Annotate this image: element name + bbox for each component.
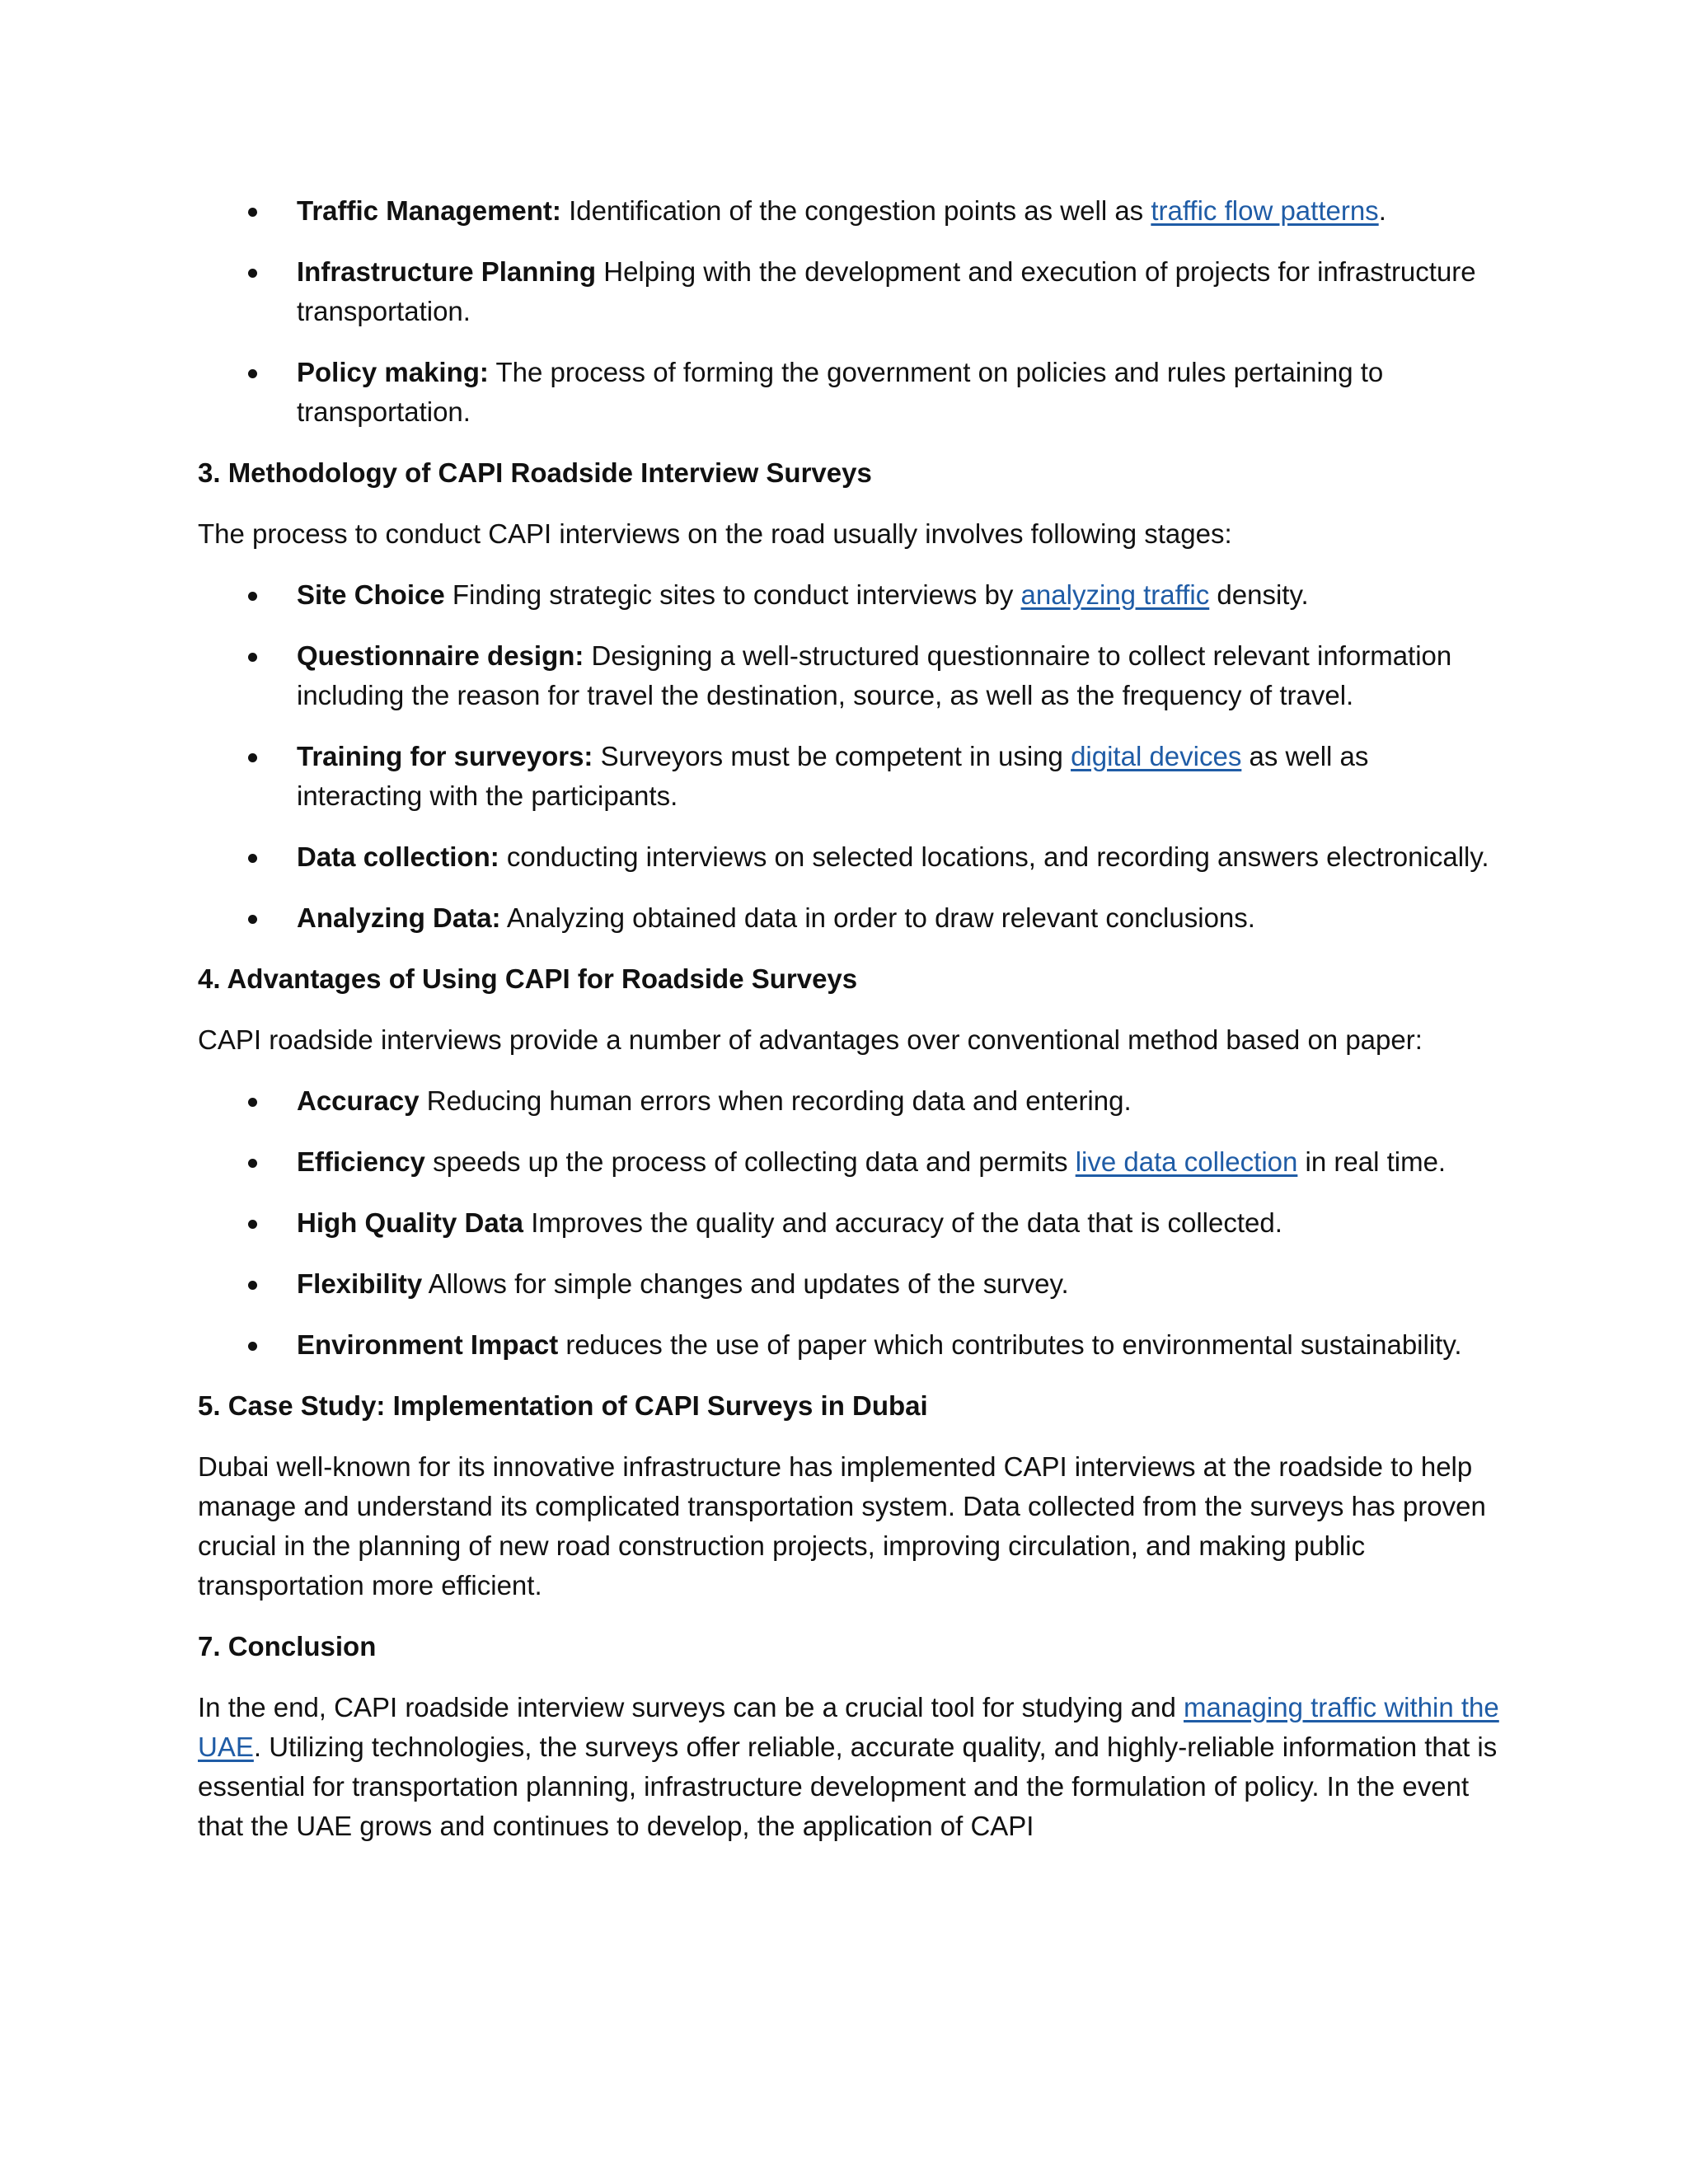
bullet-text-end: in real time. xyxy=(1297,1146,1447,1177)
list-item xyxy=(198,636,1500,715)
analyzing-traffic-link[interactable]: analyzing traffic xyxy=(1020,579,1210,610)
bullet-term: Accuracy xyxy=(297,1085,420,1116)
bullet-term: Policy making: xyxy=(297,357,489,387)
list-item xyxy=(198,1264,1500,1304)
list-item xyxy=(198,252,1500,331)
bullet-text: Analyzing obtained data in order to draw relevant conclusions. xyxy=(500,902,1255,933)
section-5-body: Dubai well-known for its innovative infrastructure has implemented CAPI interviews at the roadside to help manage and understand its complicated transportation system. Data collected from the surveys has proven crucial in the planning of new road construction projects, improving circulation, and making public transportation more efficient. xyxy=(198,1451,1486,1601)
bullet-text-end: as well as interacting with the participants. xyxy=(297,741,1369,811)
bullet-term: Questionnaire design: xyxy=(297,640,584,671)
section-3-heading: 3. Methodology of CAPI Roadside Interview Surveys xyxy=(198,457,872,488)
bullet-term: High Quality Data xyxy=(297,1207,524,1238)
managing-traffic-link[interactable]: managing traffic within the UAE xyxy=(198,1692,1499,1762)
bullet-text: The process of forming the government on policies and rules pertaining to transportation. xyxy=(297,357,1384,427)
bullet-term: Data collection: xyxy=(297,841,499,872)
bullet-text: reduces the use of paper which contributes to environmental sustainability. xyxy=(558,1329,1462,1360)
bullet-icon xyxy=(248,753,257,762)
live-data-collection-link[interactable]: live data collection xyxy=(1075,1146,1298,1177)
bullet-text: Allows for simple changes and updates of the survey. xyxy=(422,1268,1069,1299)
section-3-bullet-list xyxy=(198,575,1500,938)
list-item xyxy=(198,737,1500,816)
bullet-text: Surveyors must be competent in using xyxy=(593,741,1071,771)
list-item xyxy=(198,1142,1500,1182)
section-4-heading: 4. Advantages of Using CAPI for Roadside Surveys xyxy=(198,963,858,994)
bullet-term: Training for surveyors: xyxy=(297,741,593,771)
traffic-flow-patterns-link[interactable]: traffic flow patterns xyxy=(1151,195,1379,226)
bullet-icon xyxy=(248,915,257,924)
bullet-term: Site Choice xyxy=(297,579,445,610)
list-item xyxy=(198,1325,1500,1365)
list-item xyxy=(198,1081,1500,1121)
bullet-icon xyxy=(248,854,257,863)
bullet-text: Identification of the congestion points as well as xyxy=(560,195,1151,226)
section-3-intro: The process to conduct CAPI interviews on the road usually involves following stages: xyxy=(198,518,1232,549)
list-item xyxy=(198,837,1500,877)
bullet-icon xyxy=(248,1159,257,1168)
bullet-icon xyxy=(248,208,257,217)
conclusion-text: In the end, CAPI roadside interview surveys can be a crucial tool for studying and xyxy=(198,1692,1184,1722)
bullet-text: Reducing human errors when recording data and entering. xyxy=(419,1085,1132,1116)
digital-devices-link[interactable]: digital devices xyxy=(1071,741,1242,771)
list-item xyxy=(198,353,1500,432)
list-item xyxy=(198,1203,1500,1243)
bullet-term: Environment Impact xyxy=(297,1329,559,1360)
bullet-term: Analyzing Data: xyxy=(297,902,501,933)
document-page xyxy=(198,191,1500,1868)
bullet-icon xyxy=(248,369,257,378)
list-item xyxy=(198,575,1500,615)
list-item xyxy=(198,191,1500,231)
list-item xyxy=(198,898,1500,938)
section-4-intro: CAPI roadside interviews provide a number of advantages over conventional method based on paper: xyxy=(198,1024,1423,1055)
section-4-bullet-list xyxy=(198,1081,1500,1365)
bullet-text: conducting interviews on selected locations, and recording answers electronically. xyxy=(499,841,1489,872)
bullet-icon xyxy=(248,653,257,662)
bullet-icon xyxy=(248,1220,257,1229)
bullet-text: Finding strategic sites to conduct interviews by xyxy=(444,579,1021,610)
section-7-body xyxy=(198,1688,1500,1846)
bullet-text-end: . xyxy=(1378,195,1386,226)
bullet-text-end: density. xyxy=(1209,579,1309,610)
bullet-text: Helping with the development and execution of projects for infrastructure transportation. xyxy=(297,256,1476,326)
section-7-heading: 7. Conclusion xyxy=(198,1631,377,1661)
bullet-icon xyxy=(248,269,257,278)
section-5-heading: 5. Case Study: Implementation of CAPI Surveys in Dubai xyxy=(198,1390,928,1421)
bullet-term: Traffic Management: xyxy=(297,195,561,226)
bullet-term: Efficiency xyxy=(297,1146,425,1177)
bullet-text: speeds up the process of collecting data and permits xyxy=(424,1146,1076,1177)
bullet-icon xyxy=(248,1342,257,1351)
bullet-term: Flexibility xyxy=(297,1268,423,1299)
bullet-text: Designing a well-structured questionnaire to collect relevant information including the reason for travel the destination, source, as well as the frequency of travel. xyxy=(297,640,1452,710)
conclusion-text-end: . Utilizing technologies, the surveys offer reliable, accurate quality, and highly-reliable information that is essential for transportation planning, infrastructure development and the formulation of policy. In the event that the UAE grows and continues to develop, the application of CAPI xyxy=(198,1732,1498,1841)
bullet-icon xyxy=(248,1281,257,1290)
bullet-text: Improves the quality and accuracy of the data that is collected. xyxy=(523,1207,1282,1238)
bullet-icon xyxy=(248,1098,257,1107)
bullet-term: Infrastructure Planning xyxy=(297,256,597,287)
intro-bullet-list xyxy=(198,191,1500,432)
bullet-icon xyxy=(248,592,257,601)
